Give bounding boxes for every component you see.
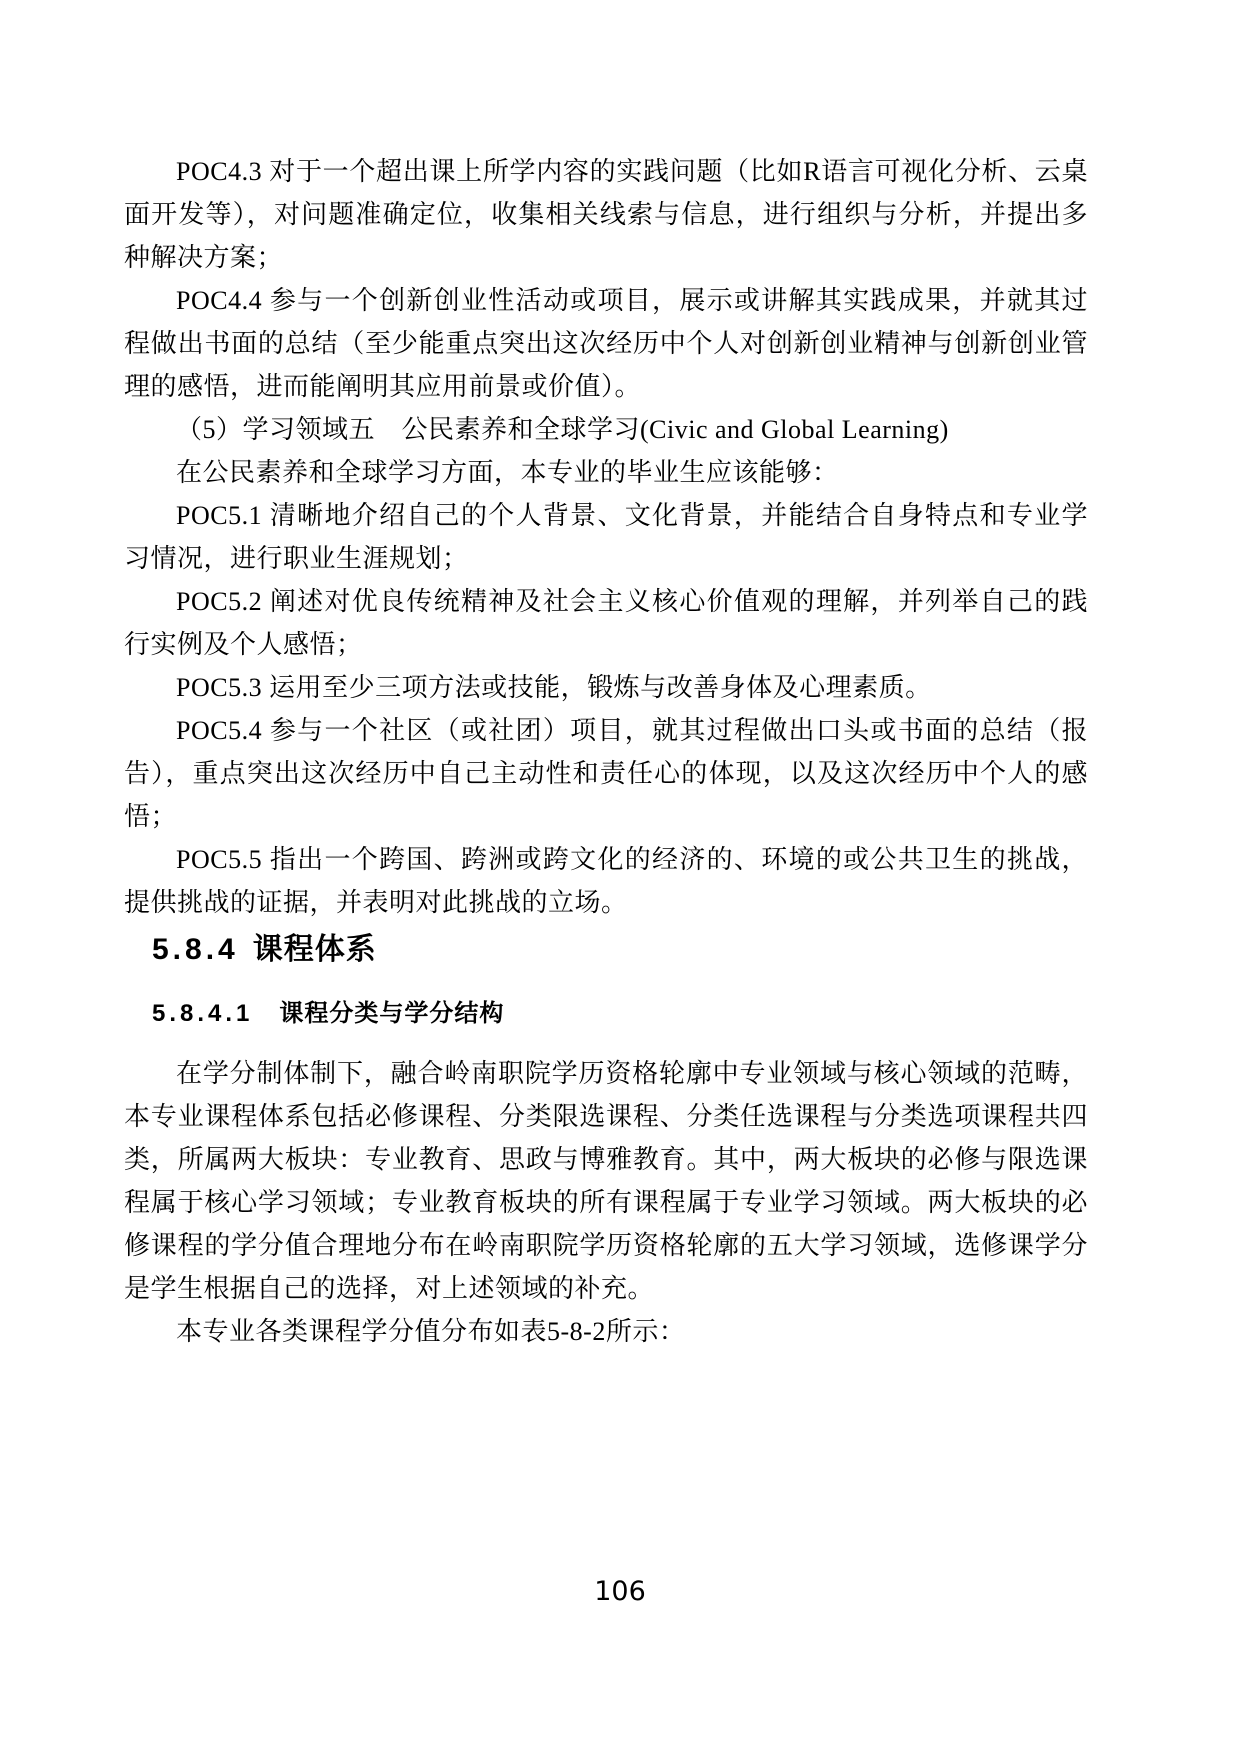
- paragraph-table-reference: 本专业各类课程学分值分布如表5-8-2所示：: [176, 1317, 686, 1346]
- subsection-heading-course-classification: [152, 996, 1088, 1032]
- subsection-heading-title: 课程分类与学分结构: [279, 1000, 505, 1027]
- subsection-heading-number: 5.8.4.1: [152, 1000, 254, 1027]
- paragraph-poc5-4: POC5.4 参与一个社区（或社团）项目，就其过程做出口头或书面的总结（报告），重点突出这次经历中自己主动性和责任心的体现，以及这次经历中个人的感悟；: [124, 716, 1088, 831]
- paragraph-civic-intro: 在公民素养和全球学习方面，本专业的毕业生应该能够：: [176, 458, 839, 487]
- section-heading-curriculum-system: [152, 928, 1088, 972]
- page-number: 106: [594, 1576, 646, 1607]
- paragraph-poc5-2: POC5.2 阐述对优良传统精神及社会主义核心价值观的理解，并列举自己的践行实例及个人感悟；: [124, 587, 1088, 659]
- paragraph-poc5-3: POC5.3 运用至少三项方法或技能，锻炼与改善身体及心理素质。: [176, 673, 932, 702]
- page-content: [124, 150, 1088, 1353]
- paragraph-poc5-5: POC5.5 指出一个跨国、跨洲或跨文化的经济的、环境的或公共卫生的挑战，提供挑战的证据，并表明对此挑战的立场。: [124, 845, 1088, 917]
- paragraph-poc4-4: POC4.4 参与一个创新创业性活动或项目，展示或讲解其实践成果，并就其过程做出书面的总结（至少能重点突出这次经历中个人对创新创业精神与创新创业管理的感悟，进而能阐明其应用前景或价值）。: [124, 286, 1088, 401]
- section-heading-title: 课程体系: [252, 933, 377, 966]
- paragraph-poc4-3: POC4.3 对于一个超出课上所学内容的实践问题（比如R语言可视化分析、云桌面开发等），对问题准确定位，收集相关线索与信息，进行组织与分析，并提出多种解决方案；: [124, 157, 1088, 272]
- section-heading-number: 5.8.4: [152, 933, 239, 966]
- paragraph-poc5-1: POC5.1 清晰地介绍自己的个人背景、文化背景，并能结合自身特点和专业学习情况，进行职业生涯规划；: [124, 501, 1088, 573]
- paragraph-learning-area-five: （5）学习领域五 公民素养和全球学习(Civic and Global Learning): [176, 415, 949, 444]
- paragraph-credit-system: 在学分制体制下，融合岭南职院学历资格轮廓中专业领域与核心领域的范畴，本专业课程体系包括必修课程、分类限选课程、分类任选课程与分类选项课程共四类，所属两大板块：专业教育、思政与博雅教育。其中，两大板块的必修与限选课程属于核心学习领域；专业教育板块的所有课程属于专业学习领域。两大板块的必修课程的学分值合理地分布在岭南职院学历资格轮廓的五大学习领域，选修课学分是学生根据自己的选择，对上述领域的补充。: [124, 1059, 1088, 1303]
